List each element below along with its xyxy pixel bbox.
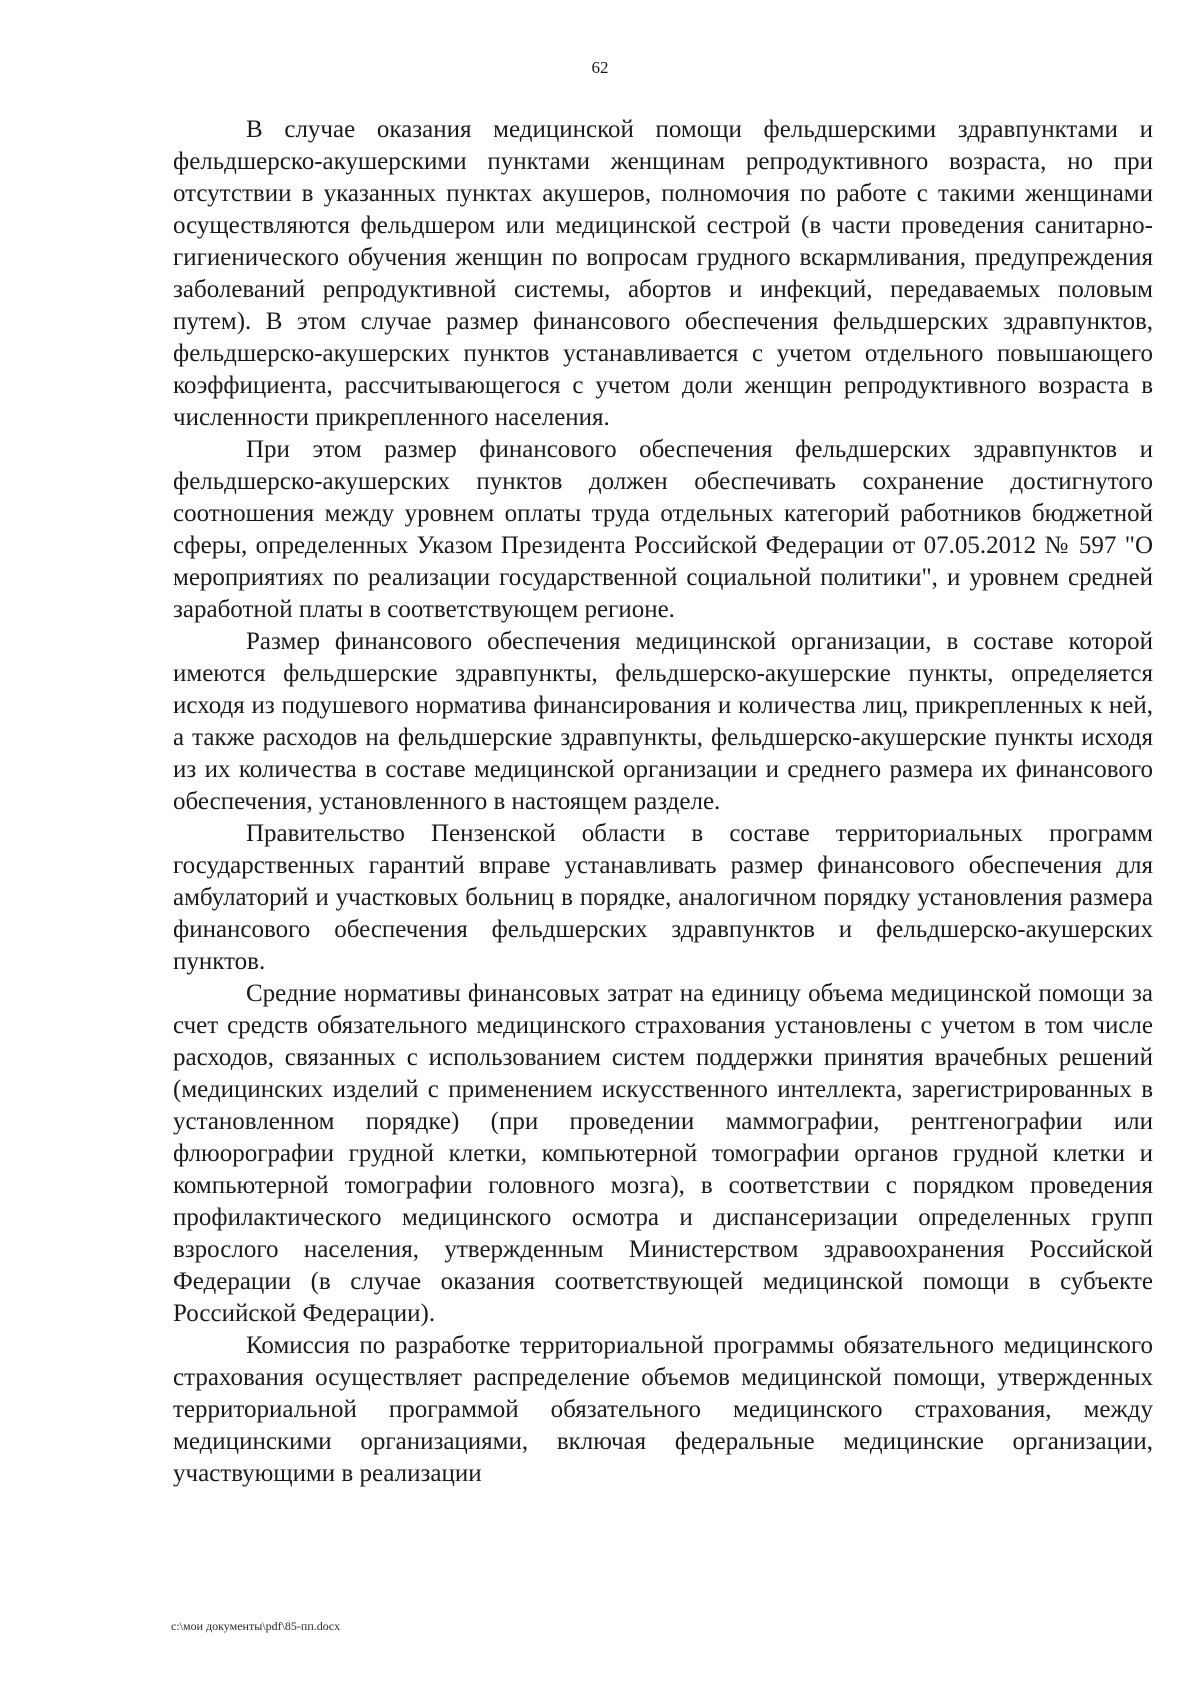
paragraph-5: Средние нормативы финансовых затрат на единицу объема медицинской помощи за счет средств обязательного медицинского страхования установлены с учетом в том числе расходов, связанных с использованием систем поддержки принятия врачебных решений (медицинских изделий с применением искусственного интеллекта, зарегистрированных в установленном порядке) (при проведении маммографии, рентгенографии или флюорографии грудной клетки, компьютерной томографии органов грудной клетки и компьютерной томографии головного мозга), в соответствии с порядком проведения профилактического медицинского осмотра и диспансеризации определенных групп взрослого населения, утвержденным Министерством здравоохранения Российской Федерации (в случае оказания соответствующей медицинской помощи в субъекте Российской Федерации). [173,980,1153,1327]
footer-file-path: c:\мои документы\pdf\85-пп.docx [171,1619,341,1633]
paragraph-4: Правительство Пензенской области в составе территориальных программ государственных гарантий вправе устанавливать размер финансового обеспечения для амбулаторий и участковых больниц в порядке, аналогичном порядку установления размера финансового обеспечения фельдшерских здравпунктов и фельдшерско-акушерских пунктов. [173,820,1153,975]
paragraph-2: При этом размер финансового обеспечения фельдшерских здравпунктов и фельдшерско-акушерских пунктов должен обеспечивать сохранение достигнутого соотношения между уровнем оплаты труда отдельных категорий работников бюджетной сферы, определенных Указом Президента Российской Федерации от 07.05.2012 № 597 "О мероприятиях по реализации государственной социальной политики", и уровнем средней заработной платы в соответствующем регионе. [173,436,1153,623]
document-body [173,114,1153,1490]
page-number: 62 [591,58,609,77]
paragraph-1: В случае оказания медицинской помощи фельдшерскими здравпунктами и фельдшерско-акушерскими пунктами женщинам репродуктивного возраста, но при отсутствии в указанных пунктах акушеров, полномочия по работе с такими женщинами осуществляются фельдшером или медицинской сестрой (в части проведения санитарно-гигиенического обучения женщин по вопросам грудного вскармливания, предупреждения заболеваний репродуктивной системы, абортов и инфекций, передаваемых половым путем). В этом случае размер финансового обеспечения фельдшерских здравпунктов, фельдшерско-акушерских пунктов устанавливается с учетом отдельного повышающего коэффициента, рассчитывающегося с учетом доли женщин репродуктивного возраста в численности прикрепленного населения. [173,116,1153,431]
paragraph-6: Комиссия по разработке территориальной программы обязательного медицинского страхования осуществляет распределение объемов медицинской помощи, утвержденных территориальной программой обязательного медицинского страхования, между медицинскими организациями, включая федеральные медицинские организации, участвующими в реализации [173,1332,1153,1487]
paragraph-3: Размер финансового обеспечения медицинской организации, в составе которой имеются фельдшерские здравпункты, фельдшерско-акушерские пункты, определяется исходя из подушевого норматива финансирования и количества лиц, прикрепленных к ней, а также расходов на фельдшерские здравпункты, фельдшерско-акушерские пункты исходя из их количества в составе медицинской организации и среднего размера их финансового обеспечения, установленного в настоящем разделе. [173,628,1153,815]
